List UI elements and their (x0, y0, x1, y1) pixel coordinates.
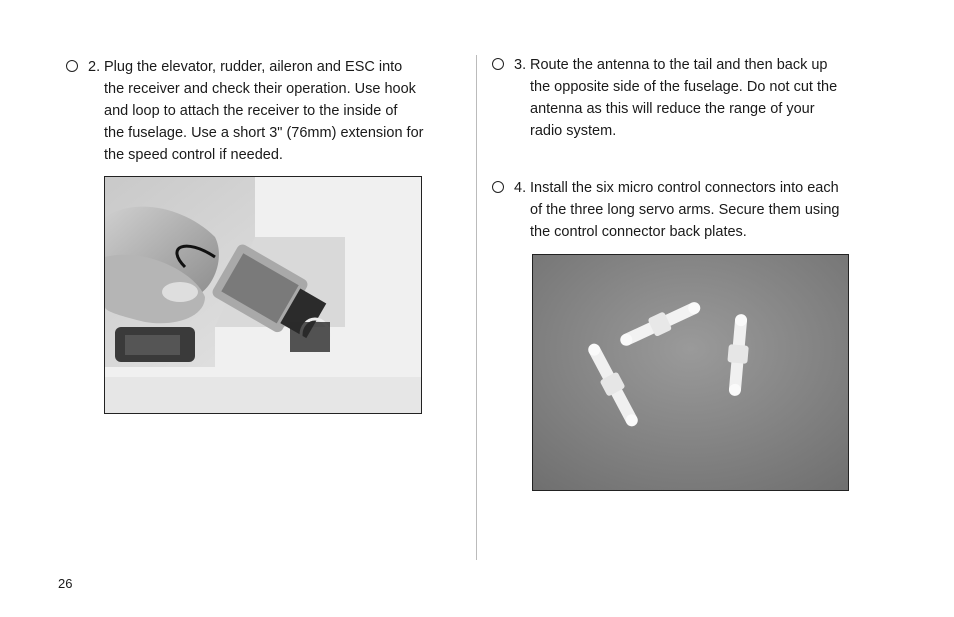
servo-arms-photo (532, 254, 849, 491)
step-text-line: and loop to attach the receiver to the inside of (104, 103, 398, 119)
step-text-line: the control connector back plates. (530, 224, 747, 240)
checkbox-circle-icon[interactable] (66, 60, 78, 72)
page-number: 26 (58, 576, 73, 591)
receiver-photo (104, 176, 422, 414)
checkbox-circle-icon[interactable] (492, 181, 504, 193)
step-text-line: the fuselage. Use a short 3" (76mm) extension for (104, 125, 424, 141)
servo-arms-photo-image (533, 255, 848, 490)
step-number: 4. (514, 180, 527, 196)
step-text-line: radio system. (530, 123, 617, 139)
step-number: 3. (514, 57, 527, 73)
step-text-line: Install the six micro control connectors into each (530, 180, 839, 196)
step-text-line: Route the antenna to the tail and then back up (530, 57, 828, 73)
checkbox-circle-icon[interactable] (492, 58, 504, 70)
step-text-line: antenna as this will reduce the range of your (530, 101, 815, 117)
receiver-photo-image (105, 177, 421, 413)
step-text-line: the opposite side of the fuselage. Do not cut the (530, 79, 838, 95)
step-2 (66, 56, 446, 168)
step-number: 2. (88, 59, 101, 75)
step-text-line: the speed control if needed. (104, 147, 283, 163)
step-text-line: Plug the elevator, rudder, aileron and ESC into (104, 59, 403, 75)
step-4 (492, 177, 872, 245)
step-3 (492, 54, 872, 144)
step-text-line: of the three long servo arms. Secure them using (530, 202, 840, 218)
step-text-line: the receiver and check their operation. Use hook (104, 81, 416, 97)
column-divider (476, 55, 477, 560)
